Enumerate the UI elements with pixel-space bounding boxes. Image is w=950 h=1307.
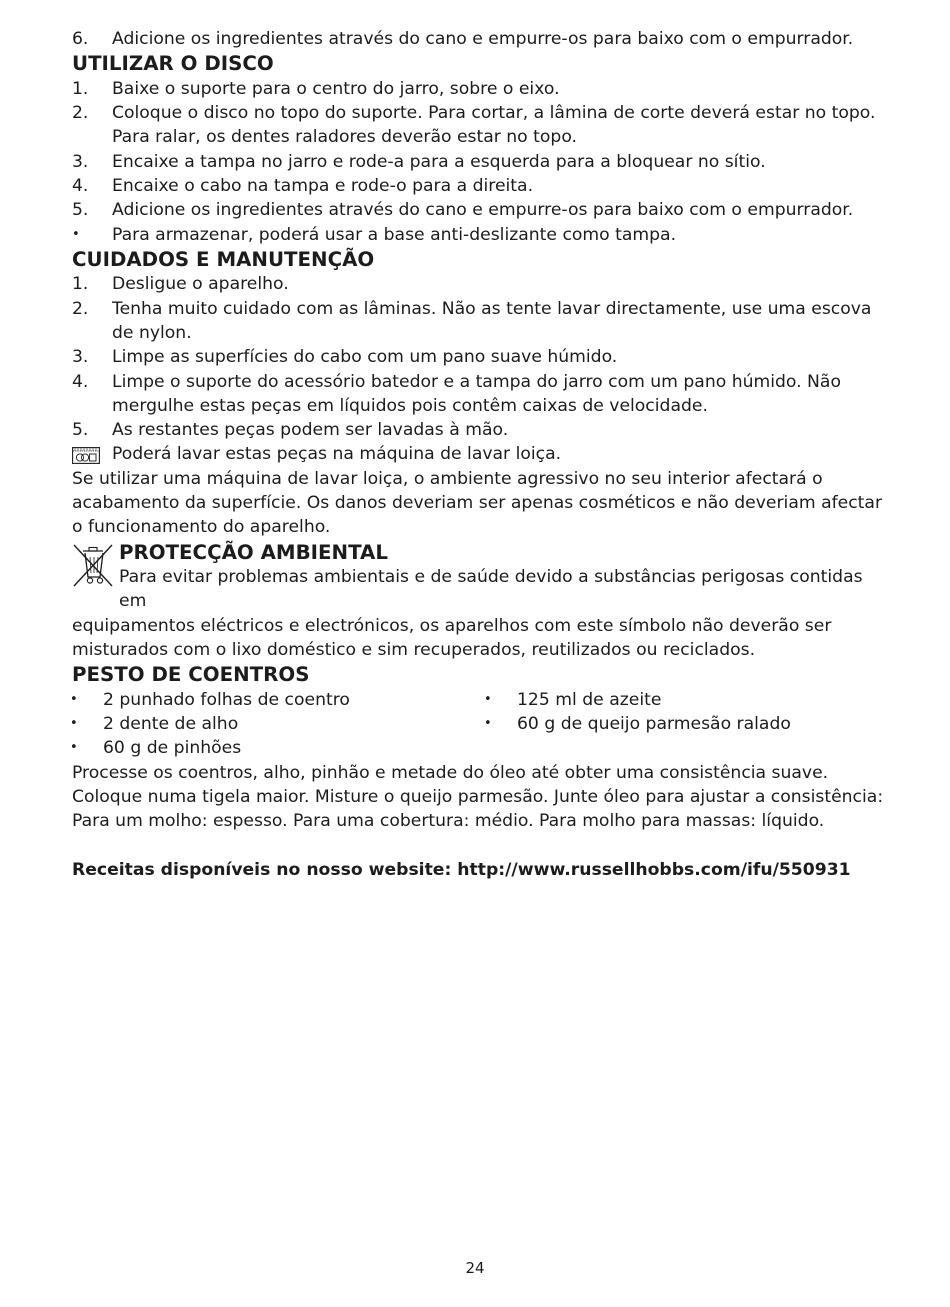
- item-text: Tenha muito cuidado com as lâminas. Não as tente lavar directamente, use uma escova de nylon.: [112, 298, 872, 343]
- bullet-icon: •: [484, 691, 492, 707]
- list-item: [72, 688, 486, 712]
- list-item: [72, 418, 887, 442]
- item-text: Baixe o suporte para o centro do jarro, sobre o eixo.: [112, 78, 560, 99]
- dishwasher-paragraph: Se utilizar uma máquina de lavar loiça, o ambiente agressivo no seu interior afectará o acabamento da superfície. Os danos deveriam ser apenas cosméticos e não deveriam afectar o funcionamento do aparelho.: [72, 468, 883, 538]
- item-text: Adicione os ingredientes através do cano e empurre-os para baixo com o empurrador.: [112, 29, 854, 49]
- ingredient-text: 2 dente de alho: [103, 714, 239, 735]
- list-item: [72, 77, 887, 101]
- section-title-disc: UTILIZAR O DISCO: [72, 52, 274, 76]
- recipes-website-note: Receitas disponíveis no nosso website: http://www.russellhobbs.com/ifu/550931: [72, 859, 851, 880]
- list-item: [72, 297, 887, 346]
- bullet-note-text: Para armazenar, poderá usar a base anti-deslizante como tampa.: [112, 224, 677, 245]
- list-item: [486, 712, 886, 736]
- environment-paragraph: equipamentos eléctricos e electrónicos, os aparelhos com este símbolo não deverão ser misturados com o lixo doméstico e sim recuperados, reutilizados ou reciclados.: [72, 615, 832, 661]
- list-item: [72, 198, 887, 222]
- crossed-bin-icon: [70, 541, 116, 589]
- item-text: Adicione os ingredientes através do cano e empurre-os para baixo com o empurrador.: [112, 200, 854, 221]
- item-number: 1.: [72, 78, 89, 99]
- bullet-icon: •: [70, 716, 78, 732]
- item-number: 4.: [72, 371, 89, 392]
- item-text: Encaixe o cabo na tampa e rode-o para a direita.: [112, 175, 534, 196]
- list-item: [72, 101, 887, 150]
- dishwasher-note: [72, 442, 887, 466]
- item-text: Coloque o disco no topo do suporte. Para cortar, a lâmina de corte deverá estar no topo. Para ralar, os dentes raladores deverão estar no topo.: [112, 103, 876, 148]
- item-text: As restantes peças podem ser lavadas à mão.: [112, 420, 509, 441]
- ingredient-text: 125 ml de azeite: [517, 689, 662, 710]
- item-number: 3.: [72, 347, 89, 368]
- item-number: 4.: [72, 175, 89, 196]
- section-title-recipe: PESTO DE COENTROS: [72, 663, 310, 687]
- item-text: Encaixe a tampa no jarro e rode-a para a esquerda para a bloquear no sítio.: [112, 151, 766, 172]
- item-number: 5.: [72, 200, 89, 221]
- item-number: 1.: [72, 274, 89, 295]
- ingredient-text: 2 punhado folhas de coentro: [103, 689, 350, 710]
- item-text: Limpe o suporte do acessório batedor e a tampa do jarro com um pano húmido. Não mergulhe estas peças em líquidos pois contêm caixas de velocidade.: [112, 371, 841, 416]
- ingredients-column-right: [486, 688, 886, 761]
- environment-section: [72, 540, 887, 663]
- ingredient-text: 60 g de queijo parmesão ralado: [517, 714, 791, 735]
- section-title-environment: PROTECÇÃO AMBIENTAL: [119, 540, 388, 564]
- recipe-method: Processe os coentros, alho, pinhão e metade do óleo até obter uma consistência suave. Coloque numa tigela maior. Misture o queijo parmesão. Junte óleo para ajustar a consistência: Para um molho: espesso. Para uma cobertura: médio. Para molho para massas: líquido.: [72, 762, 884, 832]
- list-item: [72, 272, 887, 296]
- document-page: [72, 27, 887, 882]
- list-item: [72, 736, 486, 760]
- dishwasher-icon: [72, 447, 100, 464]
- ingredient-text: 60 g de pinhões: [103, 738, 242, 759]
- list-item: [486, 688, 886, 712]
- page-number: 24: [465, 1259, 485, 1277]
- list-item: [72, 150, 887, 174]
- bullet-icon: •: [70, 740, 78, 756]
- list-item: [72, 370, 887, 419]
- disc-steps-list: [72, 77, 887, 247]
- environment-first-line: Para evitar problemas ambientais e de saúde devido a substâncias perigosas contidas em: [119, 567, 863, 612]
- section-title-care: CUIDADOS E MANUTENÇÃO: [72, 247, 375, 271]
- ingredients-column-left: [72, 688, 486, 761]
- bullet-icon: •: [70, 691, 78, 707]
- item-number: 2.: [72, 298, 89, 319]
- care-steps-list: [72, 272, 887, 442]
- item-text: Desligue o aparelho.: [112, 274, 289, 295]
- item-text: Limpe as superfícies do cabo com um pano suave húmido.: [112, 347, 618, 368]
- ingredients-list: [72, 688, 887, 761]
- list-item: [72, 174, 887, 198]
- item-number: 5.: [72, 420, 89, 441]
- bullet-icon: •: [484, 716, 492, 732]
- item-number: 3.: [72, 151, 89, 172]
- bullet-note: [72, 223, 887, 247]
- bullet-icon: •: [72, 226, 80, 242]
- dishwasher-note-text: Poderá lavar estas peças na máquina de lavar loiça.: [112, 444, 562, 465]
- list-item: [72, 345, 887, 369]
- item-number: 2.: [72, 103, 89, 124]
- item-number: 6.: [72, 29, 89, 49]
- list-item: [72, 27, 887, 51]
- list-item: [72, 712, 486, 736]
